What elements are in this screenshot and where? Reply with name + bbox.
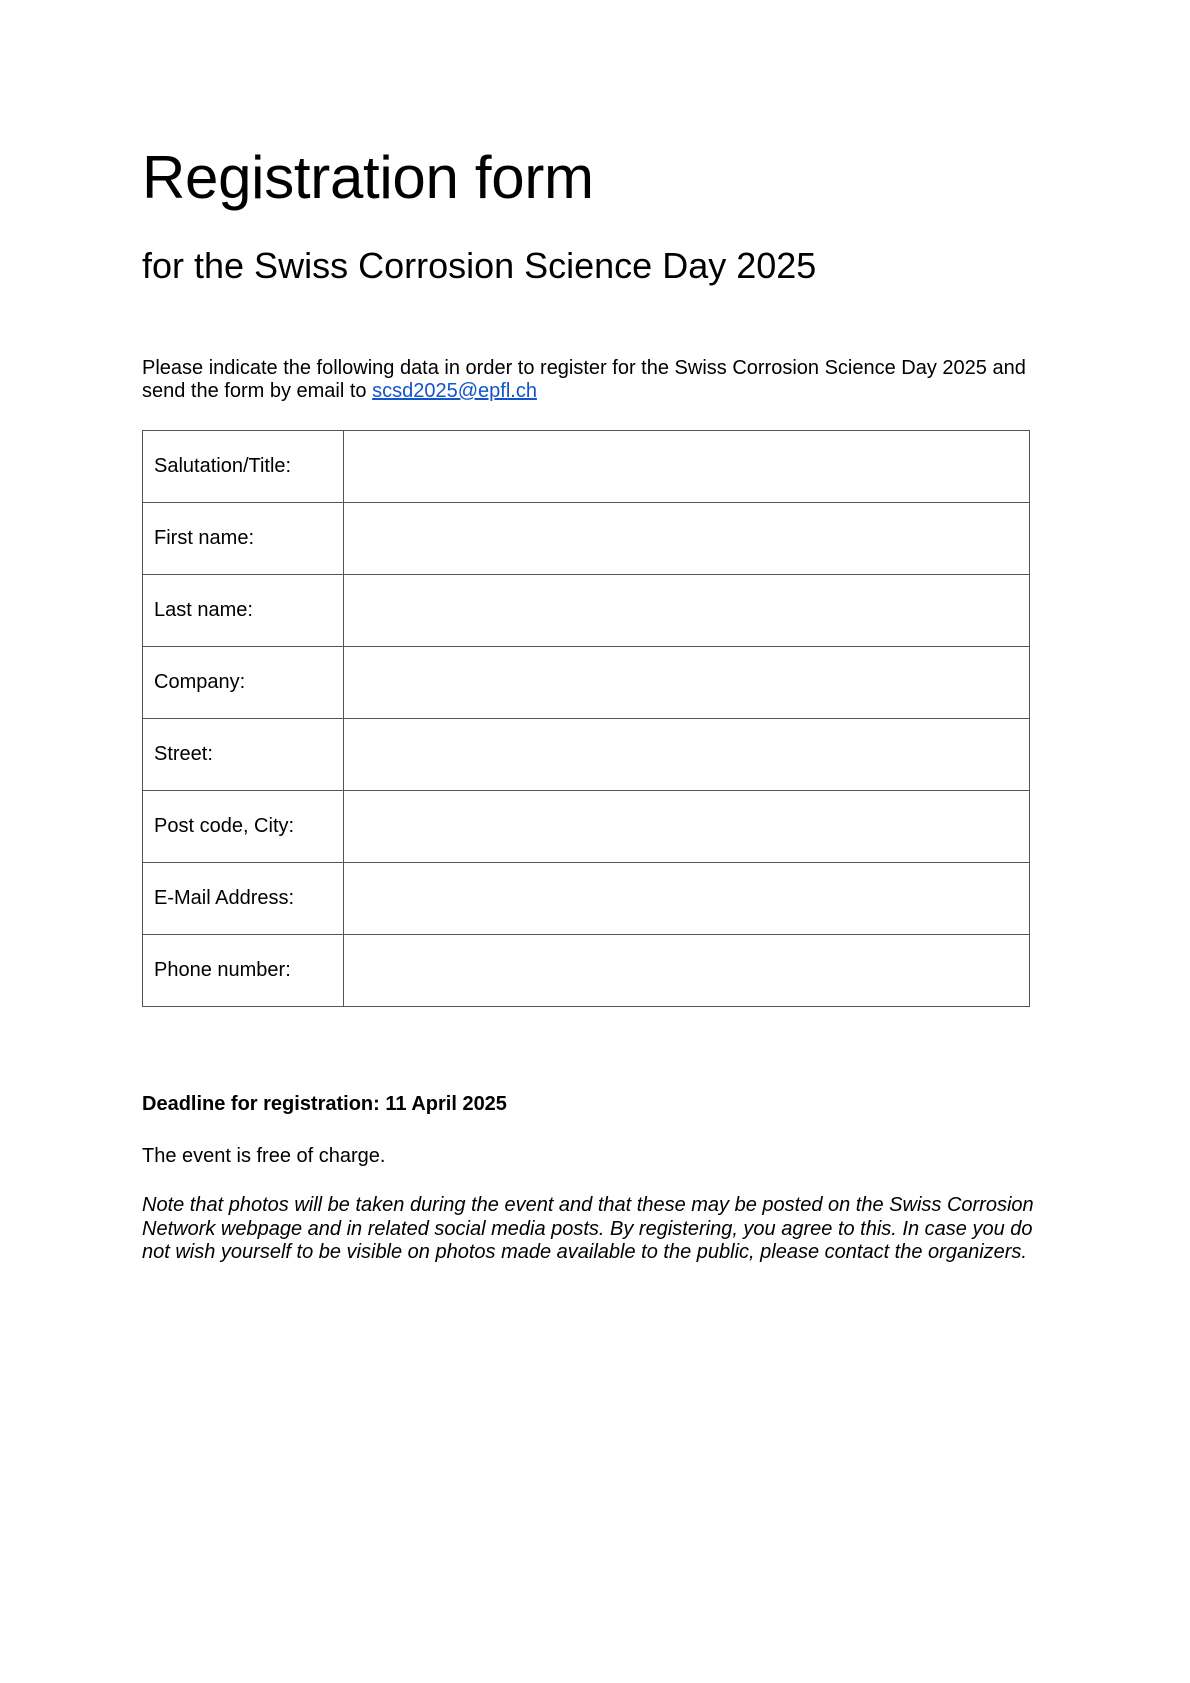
field-label-first-name: First name: (143, 503, 344, 575)
page-title: Registration form (142, 144, 594, 211)
table-row (143, 503, 1030, 575)
table-row (143, 575, 1030, 647)
table-row (143, 431, 1030, 503)
field-label-email: E-Mail Address: (143, 863, 344, 935)
field-input-first-name[interactable] (344, 503, 1030, 575)
field-input-company[interactable] (344, 647, 1030, 719)
field-input-street[interactable] (344, 719, 1030, 791)
table-row (143, 647, 1030, 719)
field-label-phone: Phone number: (143, 935, 344, 1007)
field-label-last-name: Last name: (143, 575, 344, 647)
field-label-company: Company: (143, 647, 344, 719)
field-input-post-code-city[interactable] (344, 791, 1030, 863)
field-input-last-name[interactable] (344, 575, 1030, 647)
field-label-street: Street: (143, 719, 344, 791)
photo-notice: Note that photos will be taken during the event and that these may be posted on the Swiss Corrosion Network webpage and in related social media posts. By registering, you agree to this. In case you do not wish yourself to be visible on photos made available to the public, please contact the organizers. (142, 1194, 1034, 1263)
email-link[interactable]: scsd2025@epfl.ch (372, 380, 537, 402)
field-input-email[interactable] (344, 863, 1030, 935)
table-row (143, 935, 1030, 1007)
table-row (143, 863, 1030, 935)
deadline-text: Deadline for registration: 11 April 2025 (142, 1093, 507, 1115)
field-input-salutation[interactable] (344, 431, 1030, 503)
table-row (143, 791, 1030, 863)
field-label-salutation: Salutation/Title: (143, 431, 344, 503)
page-subtitle: for the Swiss Corrosion Science Day 2025 (142, 245, 817, 286)
field-label-post-code-city: Post code, City: (143, 791, 344, 863)
intro-text: Please indicate the following data in order to register for the Swiss Corrosion Science Day 2025 and send the form by email to (142, 357, 1026, 402)
registration-table (142, 430, 1030, 1007)
table-row (143, 719, 1030, 791)
intro-paragraph (142, 357, 1062, 403)
free-of-charge-text: The event is free of charge. (142, 1145, 386, 1167)
field-input-phone[interactable] (344, 935, 1030, 1007)
